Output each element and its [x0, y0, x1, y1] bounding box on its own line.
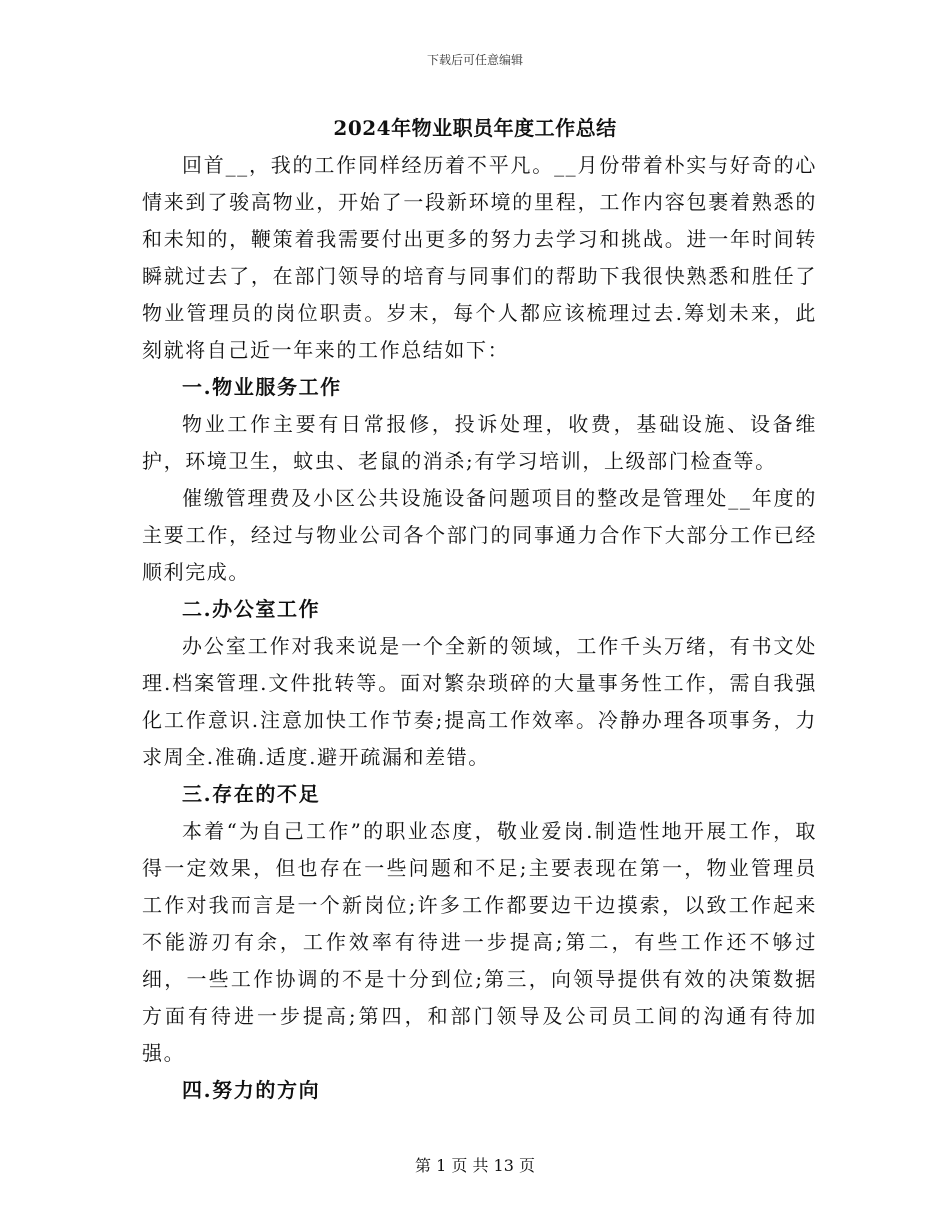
section-heading-property-service: 一.物业服务工作 — [182, 375, 342, 399]
document-body — [142, 147, 817, 1109]
page-number-footer: 第 1 页 共 13 页 — [415, 1156, 535, 1175]
intro-paragraph: 回首__，我的工作同样经历着不平凡。__月份带着朴实与好奇的心情来到了骏高物业，开始了一段新环境的里程，工作内容包裹着熟悉的和未知的，鞭策着我需要付出更多的努力去学习和挑战。进一年时间转瞬就过去了，在部门领导的培育与同事们的帮助下我很快熟悉和胜任了物业管理员的岗位职责。岁末，每个人都应该梳理过去.筹划未来，此刻就将自己近一年来的工作总结如下： — [142, 153, 817, 362]
section-paragraph: 催缴管理费及小区公共设施设备问题项目的整改是管理处__年度的主要工作，经过与物业公司各个部门的同事通力合作下大部分工作已经顺利完成。 — [142, 486, 817, 584]
section-heading-direction: 四.努力的方向 — [182, 1078, 321, 1102]
section-heading-office-work: 二.办公室工作 — [182, 597, 321, 621]
section-paragraph: 物业工作主要有日常报修，投诉处理，收费，基础设施、设备维护，环境卫生，蚊虫、老鼠的消杀;有学习培训，上级部门检查等。 — [142, 412, 817, 473]
section-paragraph: 办公室工作对我来说是一个全新的领域，工作千头万绪，有书文处理.档案管理.文件批转等。面对繁杂琐碎的大量事务性工作，需自我强化工作意识.注意加快工作节奏;提高工作效率。冷静办理各项事务，力求周全.准确.适度.避开疏漏和差错。 — [142, 634, 817, 769]
document-title: 2024年物业职员年度工作总结 — [333, 116, 617, 140]
page-header-note: 下载后可任意编辑 — [426, 53, 523, 67]
section-heading-shortcomings: 三.存在的不足 — [182, 782, 321, 806]
section-paragraph: 本着“为自己工作”的职业态度，敬业爱岗.制造性地开展工作，取得一定效果，但也存在一些问题和不足;主要表现在第一，物业管理员工作对我而言是一个新岗位;许多工作都要边干边摸索，以致工作起来不能游刃有余，工作效率有待进一步提高;第二，有些工作还不够过细，一些工作协调的不是十分到位;第三，向领导提供有效的决策数据方面有待进一步提高;第四，和部门领导及公司员工间的沟通有待加强。 — [142, 819, 817, 1065]
